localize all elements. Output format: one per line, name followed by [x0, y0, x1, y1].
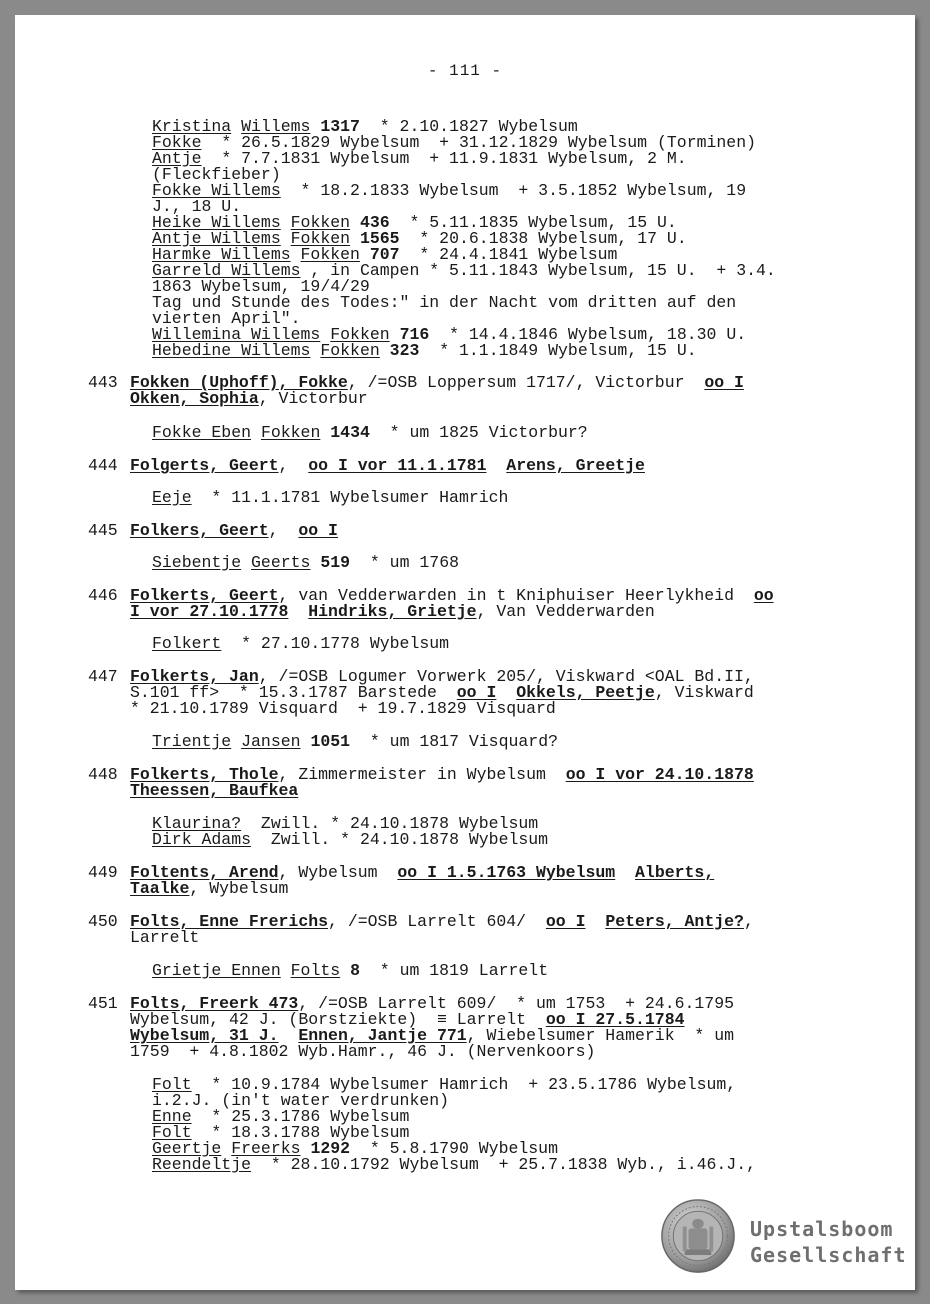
- child-details: * 5.11.1835 Wybelsum, 15 U.: [389, 213, 677, 232]
- spouse-name: Hindriks, Grietje: [308, 602, 477, 621]
- spouse-name: Okkels, Peetje: [516, 683, 655, 702]
- child-surname: Freerks: [231, 1139, 301, 1158]
- seal-icon: [660, 1198, 736, 1274]
- entry-line: [130, 458, 645, 474]
- child-name: Fokke: [152, 133, 202, 152]
- child-surname: Fokken: [330, 325, 390, 344]
- spouse-name: Ennen, Jantje 771: [298, 1026, 467, 1045]
- child-ref: 1317: [320, 117, 360, 136]
- child-name: Willemina Willems: [152, 325, 321, 344]
- separator: ,: [268, 521, 299, 540]
- entry-line: Larrelt: [130, 928, 200, 947]
- logo-line-2: Gesellschaft: [750, 1243, 907, 1267]
- child-details: * 24.4.1841 Wybelsum: [399, 245, 618, 264]
- child-details: * 10.9.1784 Wybelsumer Hamrich + 23.5.1786 Wybelsum,: [191, 1075, 737, 1094]
- child-ref: 1434: [330, 423, 370, 442]
- spouse-name: Arens, Greetje: [506, 456, 645, 475]
- child-name: Folt: [152, 1075, 192, 1094]
- child-surname: Fokken: [290, 229, 351, 248]
- child-name: Folt: [152, 1123, 192, 1142]
- entry-details: Wybelsum, 42 J. (Borstziekte) ≡ Larrelt: [130, 1010, 546, 1029]
- entry-details: , Wybelsum: [278, 863, 398, 882]
- entry-line: [130, 881, 288, 897]
- marriage-marker: oo I vor 11.1.1781: [308, 456, 487, 475]
- child-name: Trientje: [152, 732, 232, 751]
- child-name: Eeje: [152, 488, 192, 507]
- entry-name: Foltents, Arend: [130, 863, 279, 882]
- child-details: * 2.10.1827 Wybelsum: [359, 117, 578, 136]
- spouse-name: Okken, Sophia: [130, 389, 259, 408]
- logo-text: [750, 1216, 907, 1268]
- entry-number: 443: [88, 373, 118, 392]
- child-line-cont: J., 18 U.: [152, 197, 242, 216]
- entry-line: [130, 604, 655, 620]
- spouse-name: Theessen, Baufkea: [130, 781, 299, 800]
- entry-name: Fokken (Uphoff), Fokke: [130, 373, 348, 392]
- entry-name: Folkerts, Thole: [130, 765, 279, 784]
- logo-line-1: Upstalsboom: [750, 1217, 894, 1241]
- spouse-details: , Van Vedderwarden: [476, 602, 655, 621]
- child-line-cont: i.2.J. (in't water verdrunken): [152, 1091, 450, 1110]
- separator: ,: [278, 456, 309, 475]
- marriage-marker: oo I: [704, 373, 744, 392]
- child-details: * um 1819 Larrelt: [359, 961, 549, 980]
- entry-line: [130, 523, 338, 539]
- entry-details: , /=OSB Larrelt 609/ * um 1753 + 24.6.1795: [298, 994, 734, 1013]
- child-name: Geertje: [152, 1139, 222, 1158]
- marriage-marker: oo: [753, 586, 774, 605]
- entry-number: 445: [88, 521, 118, 540]
- child-details: Zwill. * 24.10.1878 Wybelsum: [241, 814, 539, 833]
- entry-line: [130, 783, 298, 799]
- spouse-name: Alberts,: [635, 863, 715, 882]
- child-name: Klaurina?: [152, 814, 242, 833]
- child-note: vierten April".: [152, 309, 301, 328]
- child-details: * 1.1.1849 Wybelsum, 15 U.: [419, 341, 697, 360]
- marriage-date: I vor 27.10.1778: [130, 602, 289, 621]
- child-details: * 7.7.1831 Wybelsum + 11.9.1831 Wybelsum, 2 M.: [201, 149, 687, 168]
- child-note: Tag und Stunde des Todes:" in der Nacht vom dritten auf den: [152, 293, 737, 312]
- child-details: * 18.2.1833 Wybelsum + 3.5.1852 Wybelsum, 19: [280, 181, 747, 200]
- entry-line: [130, 391, 368, 407]
- child-surname: Fokken: [320, 341, 380, 360]
- entry-number: 449: [88, 863, 118, 882]
- page-number: - 111 -: [427, 62, 503, 80]
- spouse-details: , Wybelsum: [189, 879, 289, 898]
- marriage-marker: oo I vor 24.10.1878: [565, 765, 754, 784]
- child-name: Dirk Adams: [152, 830, 252, 849]
- child-name: Garreld Willems: [152, 261, 301, 280]
- child-surname: Fokken: [290, 213, 351, 232]
- child-line: [152, 963, 548, 979]
- child-name: Kristina: [152, 117, 232, 136]
- upstalsboom-logo: [658, 1196, 908, 1286]
- child-name: Fokke Willems: [152, 181, 281, 200]
- child-details: * um 1817 Visquard?: [350, 732, 558, 751]
- child-details: * 5.8.1790 Wybelsum: [350, 1139, 558, 1158]
- child-ref: 436: [359, 213, 390, 232]
- child-surname: Geerts: [251, 553, 311, 572]
- child-surname: Jansen: [241, 732, 301, 751]
- entry-number: 446: [88, 586, 118, 605]
- marriage-marker: oo I: [298, 521, 338, 540]
- marriage-marker: oo I 1.5.1763 Wybelsum: [397, 863, 616, 882]
- child-details: * 14.4.1846 Wybelsum, 18.30 U.: [429, 325, 747, 344]
- entry-details: , van Vedderwarden in t Kniphuiser Heerlykheid: [278, 586, 754, 605]
- child-details: * 11.1.1781 Wybelsumer Hamrich: [191, 488, 509, 507]
- child-name: Reendeltje: [152, 1155, 252, 1174]
- spouse-details: , Victorbur: [258, 389, 368, 408]
- child-line-cont: (Fleckfieber): [152, 165, 281, 184]
- child-name: Antje: [152, 149, 202, 168]
- entry-details: , /=OSB Loppersum 1717/, Victorbur: [347, 373, 705, 392]
- child-line: [152, 555, 459, 571]
- child-name: Antje Willems: [152, 229, 281, 248]
- entry-name: Folkers, Geert: [130, 521, 269, 540]
- spouse-details: ,: [743, 912, 754, 931]
- child-details: * 18.3.1788 Wybelsum: [191, 1123, 410, 1142]
- child-line: [152, 1157, 756, 1173]
- child-name: Harmke Willems: [152, 245, 291, 264]
- child-details: * 27.10.1778 Wybelsum: [221, 634, 450, 653]
- child-name: Fokke Eben: [152, 423, 252, 442]
- child-line: [152, 636, 449, 652]
- child-ref: 707: [369, 245, 400, 264]
- child-surname: Folts: [290, 961, 341, 980]
- entry-number: 444: [88, 456, 118, 475]
- entry-name: Folts, Freerk 473: [130, 994, 299, 1013]
- entry-number: 451: [88, 994, 118, 1013]
- spouse-details: , Wiebelsumer Hamerik * um: [466, 1026, 735, 1045]
- entry-line: [130, 914, 754, 930]
- child-line: [152, 490, 508, 506]
- spouse-name: Peters, Antje?: [605, 912, 744, 931]
- child-line: [152, 832, 548, 848]
- child-line: [152, 734, 558, 750]
- entry-line: * 21.10.1789 Visquard + 19.7.1829 Visquard: [130, 699, 556, 718]
- entry-name: Folkerts, Geert: [130, 586, 279, 605]
- child-surname: Fokken: [300, 245, 360, 264]
- entry-details: , Zimmermeister in Wybelsum: [278, 765, 566, 784]
- child-line: [152, 343, 697, 359]
- child-details: * 26.5.1829 Wybelsum + 31.12.1829 Wybelsum (Torminen): [201, 133, 757, 152]
- entry-name: Folkerts, Jan: [130, 667, 259, 686]
- marriage-marker: oo I: [545, 912, 586, 931]
- child-ref: 1292: [310, 1139, 351, 1158]
- entry-details: , /=OSB Larrelt 604/: [328, 912, 546, 931]
- child-name: Heike Willems: [152, 213, 281, 232]
- child-line: [152, 183, 746, 199]
- child-details: * um 1768: [350, 553, 459, 572]
- entry-name: Folgerts, Geert: [130, 456, 279, 475]
- child-details: Zwill. * 24.10.1878 Wybelsum: [251, 830, 549, 849]
- child-details: , in Campen * 5.11.1843 Wybelsum, 15 U. + 3.4.: [300, 261, 776, 280]
- child-name: Hebedine Willems: [152, 341, 311, 360]
- entry-line: 1759 + 4.8.1802 Wyb.Hamr., 46 J. (Nervenkoors): [130, 1042, 596, 1061]
- spouse-details: , Viskward: [654, 683, 754, 702]
- child-details: * um 1825 Victorbur?: [369, 423, 588, 442]
- child-name: Enne: [152, 1107, 192, 1126]
- child-line-cont: 1863 Wybelsum, 19/4/29: [152, 277, 370, 296]
- child-surname: Willems: [241, 117, 311, 136]
- child-line: [152, 425, 588, 441]
- child-details: * 20.6.1838 Wybelsum, 17 U.: [399, 229, 687, 248]
- marriage-marker: oo I: [456, 683, 497, 702]
- marriage-marker: oo I 27.5.1784: [545, 1010, 685, 1029]
- entry-number: 448: [88, 765, 118, 784]
- child-ref: 1051: [310, 732, 351, 751]
- entry-details: S.101 ff> * 15.3.1787 Barstede: [130, 683, 457, 702]
- entry-details: , /=OSB Logumer Vorwerk 205/, Viskward <OAL Bd.II,: [258, 667, 754, 686]
- child-ref: 323: [389, 341, 420, 360]
- child-ref: 716: [399, 325, 430, 344]
- child-surname: Fokken: [260, 423, 321, 442]
- child-name: Grietje Ennen: [152, 961, 281, 980]
- marriage-place: Wybelsum, 31 J.: [130, 1026, 279, 1045]
- entry-name: Folts, Enne Frerichs: [130, 912, 329, 931]
- entry-number: 450: [88, 912, 118, 931]
- child-details: * 25.3.1786 Wybelsum: [191, 1107, 410, 1126]
- child-ref: 1565: [359, 229, 400, 248]
- child-name: Siebentje: [152, 553, 242, 572]
- child-ref: 8: [350, 961, 360, 980]
- child-name: Folkert: [152, 634, 222, 653]
- child-details: * 28.10.1792 Wybelsum + 25.7.1838 Wyb., i.46.J.,: [251, 1155, 757, 1174]
- entry-number: 447: [88, 667, 118, 686]
- child-ref: 519: [320, 553, 351, 572]
- spouse-name-cont: Taalke: [130, 879, 190, 898]
